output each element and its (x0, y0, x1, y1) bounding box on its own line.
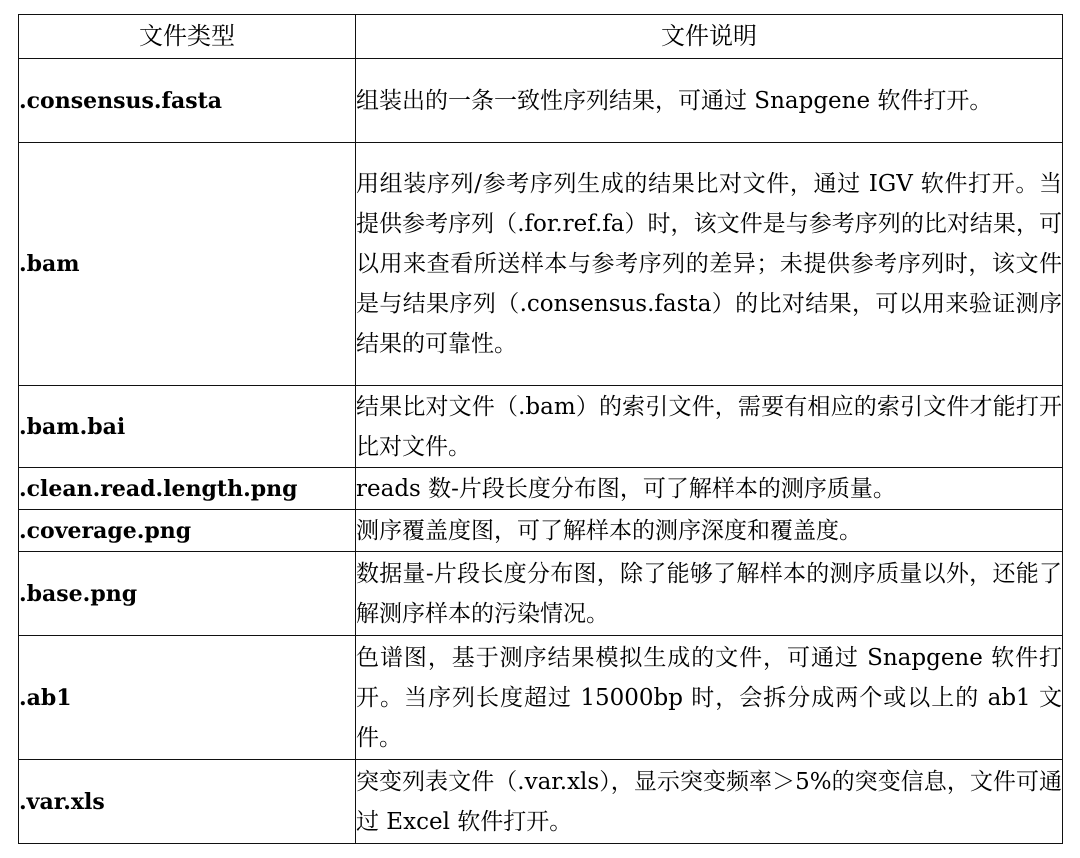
file-type-table (18, 14, 1063, 844)
table-row (19, 468, 1063, 510)
file-type-cell: .clean.read.length.png (19, 468, 356, 510)
file-description-cell: 色谱图，基于测序结果模拟生成的文件，可通过 Snapgene 软件打开。当序列长度超过 15000bp 时，会拆分成两个或以上的 ab1 文件。 (356, 636, 1063, 760)
table-row (19, 386, 1063, 468)
table-row (19, 636, 1063, 760)
table-row (19, 760, 1063, 844)
table-row (19, 143, 1063, 386)
file-description-cell: 测序覆盖度图，可了解样本的测序深度和覆盖度。 (356, 510, 1063, 552)
file-type-cell: .bam.bai (19, 386, 356, 468)
file-description-cell: 组装出的一条一致性序列结果，可通过 Snapgene 软件打开。 (356, 59, 1063, 143)
file-type-cell: .var.xls (19, 760, 356, 844)
file-description-cell: 用组装序列/参考序列生成的结果比对文件，通过 IGV 软件打开。当提供参考序列（.for.ref.fa）时，该文件是与参考序列的比对结果，可以用来查看所送样本与参考序列的差异；未提供参考序列时，该文件是与结果序列（.consensus.fasta）的比对结果，可以用来验证测序结果的可靠性。 (356, 143, 1063, 386)
header-file-description: 文件说明 (356, 15, 1063, 59)
file-type-cell: .ab1 (19, 636, 356, 760)
table-row (19, 552, 1063, 636)
table-row (19, 59, 1063, 143)
file-type-cell: .coverage.png (19, 510, 356, 552)
file-description-cell: 数据量-片段长度分布图，除了能够了解样本的测序质量以外，还能了解测序样本的污染情况。 (356, 552, 1063, 636)
file-description-cell: 突变列表文件（.var.xls），显示突变频率＞5%的突变信息，文件可通过 Excel 软件打开。 (356, 760, 1063, 844)
file-description-cell: 结果比对文件（.bam）的索引文件，需要有相应的索引文件才能打开比对文件。 (356, 386, 1063, 468)
file-type-cell: .bam (19, 143, 356, 386)
file-type-cell: .consensus.fasta (19, 59, 356, 143)
header-file-type: 文件类型 (19, 15, 356, 59)
file-description-cell: reads 数-片段长度分布图，可了解样本的测序质量。 (356, 468, 1063, 510)
file-type-cell: .base.png (19, 552, 356, 636)
table-row (19, 510, 1063, 552)
table-header-row (19, 15, 1063, 59)
